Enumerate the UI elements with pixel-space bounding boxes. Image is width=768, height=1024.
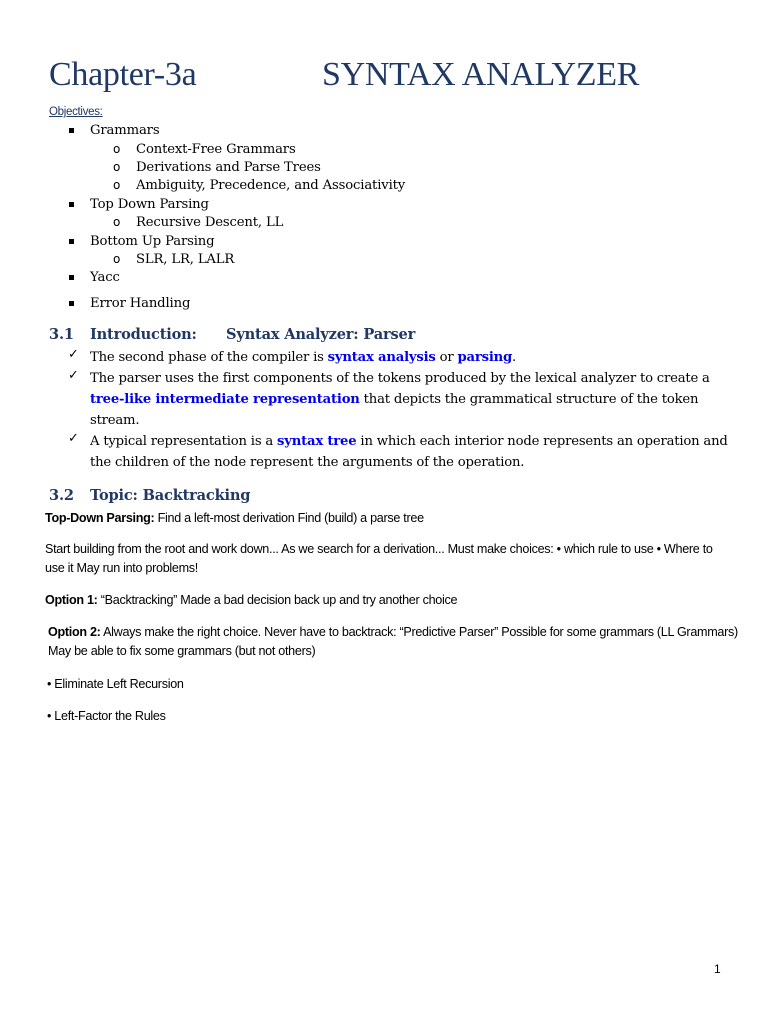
list-item: Top Down Parsing <box>90 197 209 212</box>
circle-bullet-icon: o <box>113 160 121 174</box>
text: Always make the right choice. Never have to backtrack: “Predictive Parser” Possible for some grammars (LL Grammars) May be able to fix some grammars (but not others) <box>48 625 738 658</box>
list-item: Ambiguity, Precedence, and Associativity <box>136 178 406 193</box>
circle-bullet-icon: o <box>113 215 121 229</box>
bold-label: Option 1: <box>45 593 98 607</box>
text: A typical representation is a <box>90 434 278 449</box>
left-factor-rules: • Left-Factor the Rules <box>47 709 166 723</box>
section-number: 3.2 <box>49 487 74 504</box>
list-item: SLR, LR, LALR <box>136 252 235 267</box>
list-item: Yacc <box>90 270 120 285</box>
checkmark-icon: ✓ <box>68 368 79 383</box>
circle-bullet-icon: o <box>113 178 121 192</box>
option-2-paragraph <box>48 623 738 661</box>
square-bullet-icon <box>69 202 74 207</box>
start-paragraph: Start building from the root and work down... As we search for a derivation... Must make choices: • which rule to use • Where to use it May run into problems! <box>45 542 713 575</box>
circle-bullet-icon: o <box>113 252 121 266</box>
document-title: SYNTAX ANALYZER <box>322 56 640 93</box>
highlight-term: syntax analysis <box>327 350 436 365</box>
text: “Backtracking” Made a bad decision back up and try another choice <box>97 593 458 607</box>
highlight-term: syntax tree <box>277 434 357 449</box>
list-item: Context-Free Grammars <box>136 142 296 157</box>
list-item: Recursive Descent, LL <box>136 215 284 230</box>
text: that depicts the grammatical structure of the token stream. <box>90 392 699 428</box>
checkmark-icon: ✓ <box>68 431 79 446</box>
square-bullet-icon <box>69 128 74 133</box>
square-bullet-icon <box>69 275 74 280</box>
circle-bullet-icon: o <box>113 142 121 156</box>
section-subtitle: Syntax Analyzer: Parser <box>226 326 416 343</box>
bold-label: Top-Down Parsing: <box>45 511 155 525</box>
objectives-label: Objectives: <box>49 106 103 118</box>
list-item: Grammars <box>90 123 160 138</box>
square-bullet-icon <box>69 239 74 244</box>
list-item: Error Handling <box>90 296 191 311</box>
page-number: 1 <box>714 962 721 976</box>
list-item: Bottom Up Parsing <box>90 234 215 249</box>
section-number: 3.1 <box>49 326 74 343</box>
text: The parser uses the first components of the tokens produced by the lexical analyzer to create a <box>90 371 710 386</box>
intro-point-1 <box>90 347 730 368</box>
text: The second phase of the compiler is <box>90 350 328 365</box>
section-heading-3-2 <box>49 487 250 504</box>
highlight-term: parsing <box>457 350 513 365</box>
chapter-label: Chapter-3a <box>49 56 197 93</box>
text: in which each interior node represents an operation and the children of the node represent the arguments of the operation. <box>90 434 728 470</box>
option-1-paragraph <box>45 591 735 610</box>
text: or <box>435 350 458 365</box>
text: Find a left-most derivation Find (build) a parse tree <box>154 511 424 525</box>
section-title: Topic: Backtracking <box>90 487 251 504</box>
section-heading-3-1 <box>49 326 416 343</box>
intro-point-2 <box>90 368 730 431</box>
highlight-term: tree-like intermediate representation <box>90 392 360 407</box>
eliminate-left-recursion: • Eliminate Left Recursion <box>47 677 184 691</box>
checkmark-icon: ✓ <box>68 347 79 362</box>
square-bullet-icon <box>69 301 74 306</box>
chapter-title <box>49 56 729 100</box>
section-title: Introduction: <box>90 326 197 343</box>
top-down-paragraph <box>45 509 735 528</box>
text: . <box>512 350 517 365</box>
bold-label: Option 2: <box>48 625 101 639</box>
list-item: Derivations and Parse Trees <box>136 160 321 175</box>
intro-point-3 <box>90 431 730 473</box>
